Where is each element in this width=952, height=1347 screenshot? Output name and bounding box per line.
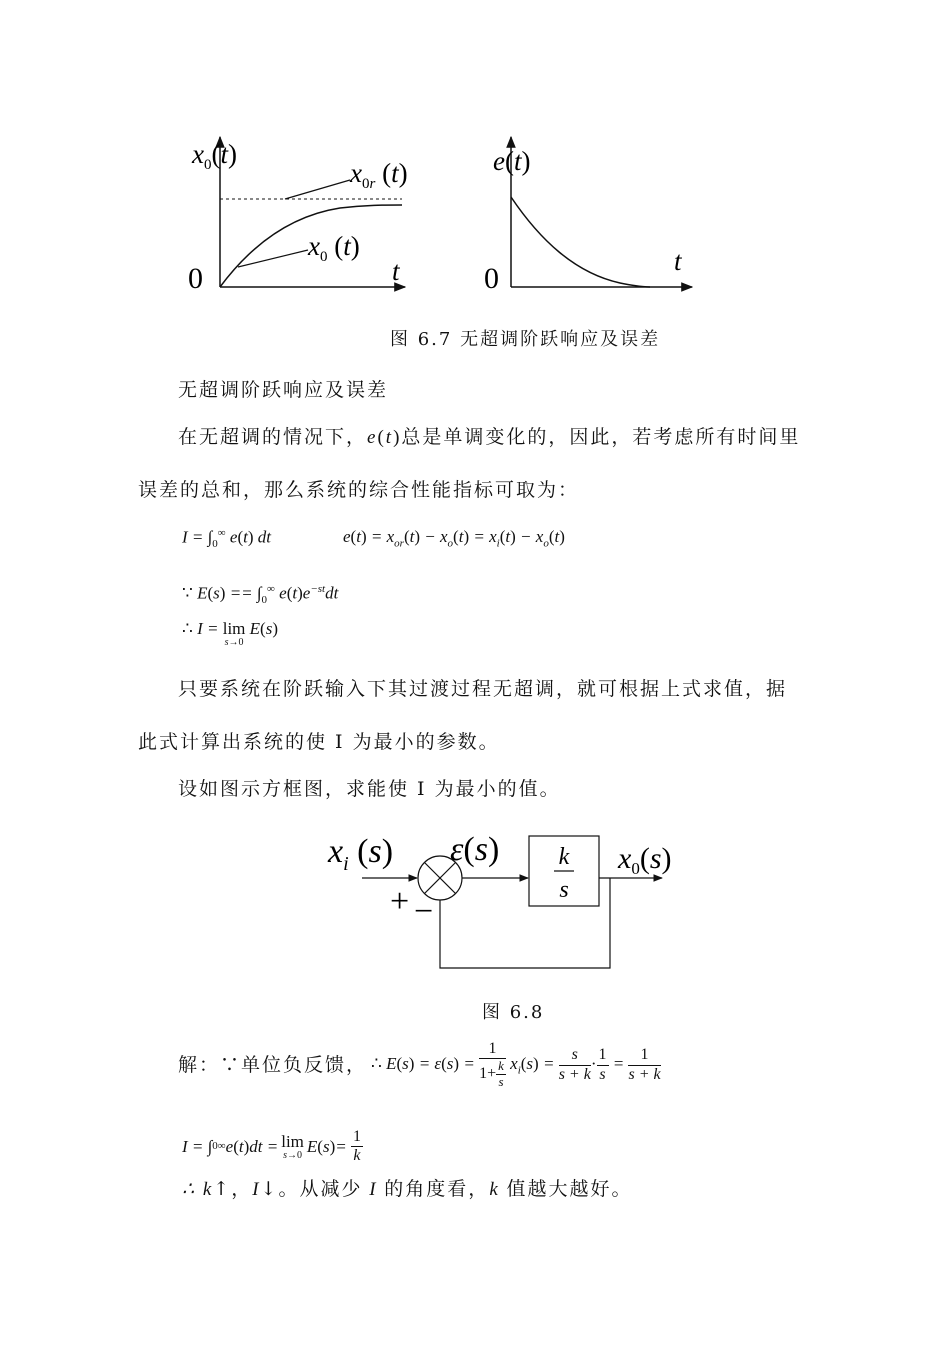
left-origin-label: 0 bbox=[188, 262, 203, 295]
right-origin-label: 0 bbox=[484, 262, 499, 295]
paragraph-1-line-1: 在无超调的情况下，e(t)总是单调变化的，因此，若考虑所有时间里 bbox=[178, 426, 801, 448]
error-decay-curve bbox=[511, 197, 650, 287]
paragraph-1-line-2: 误差的总和，那么系统的综合性能指标可取为： bbox=[138, 479, 580, 501]
right-x-label: t bbox=[674, 246, 682, 276]
input-label: $x_i$ (s) bbox=[328, 833, 394, 875]
output-label: $x_0(s)$ bbox=[618, 842, 672, 878]
block-denominator: s bbox=[559, 877, 569, 903]
conclusion-line: ∴ k↑，I↓。从减少 I 的角度看，k 值越大越好。 bbox=[182, 1178, 633, 1200]
formula-limit: ∴ I = lim s→0 E(s) bbox=[182, 619, 278, 648]
right-y-label: e(t) bbox=[493, 146, 531, 176]
minus-sign: − bbox=[414, 893, 434, 930]
block-numerator: k bbox=[558, 844, 570, 870]
formula-I-result: I = ∫ 0 ∞ e ( t ) dt = lim s→0 E ( s ) = $\frac{1}{k}$ bbox=[182, 1128, 361, 1165]
figure-6-8-block-diagram bbox=[320, 820, 710, 980]
formula-error-definition: $e(t) = x_{or}(t) - x_o(t) = x_i(t) - x_o(t)$ bbox=[343, 527, 565, 550]
left-x-label: t bbox=[392, 256, 400, 286]
formula-laplace: ∵ $E(s) == \int_0^\infty$ $e(t)e^{-st}dt$ bbox=[182, 583, 339, 607]
solution-line bbox=[178, 1040, 661, 1090]
formula-I-integral: $I = \int_0^\infty$ e(t) dt bbox=[182, 527, 271, 551]
x0r-leader-line bbox=[285, 180, 350, 199]
section-title: 无超调阶跃响应及误差 bbox=[178, 379, 389, 401]
inline-e-t: e(t) bbox=[367, 427, 402, 448]
paragraph-3: 设如图示方框图，求能使 I 为最小的值。 bbox=[178, 778, 561, 800]
error-label: ε(s) bbox=[450, 831, 500, 868]
figure-6-7 bbox=[180, 125, 710, 305]
paragraph-2-line-1: 只要系统在阶跃输入下其过渡过程无超调，就可根据上式求值，据 bbox=[178, 678, 788, 700]
left-curve-label: $x_0r$ (t) bbox=[350, 158, 408, 192]
left-y-label: $x_0(t)$ bbox=[192, 139, 237, 173]
feedback-path bbox=[440, 878, 610, 968]
left-response-label: $x_0$ (t) bbox=[308, 231, 360, 265]
figure-6-7-caption: 图 6.7 无超调阶跃响应及误差 bbox=[390, 329, 661, 350]
figure-6-8-caption: 图 6.8 bbox=[482, 1002, 545, 1023]
solution-prefix: 解：∵单位负反馈， bbox=[178, 1053, 368, 1076]
plus-sign: + bbox=[390, 883, 410, 920]
x0-leader-line bbox=[238, 250, 308, 267]
paragraph-2-line-2: 此式计算出系统的使 I 为最小的参数。 bbox=[138, 731, 500, 753]
solution-formula: ∴ E(s) = ε(s) = 1 1+ $\frac{k}{s}$ $x_i(s)$ = $\frac{s}{s + k}$ · $\frac{1}{s}$ = $\frac{1}{s + k}$ bbox=[371, 1040, 661, 1090]
